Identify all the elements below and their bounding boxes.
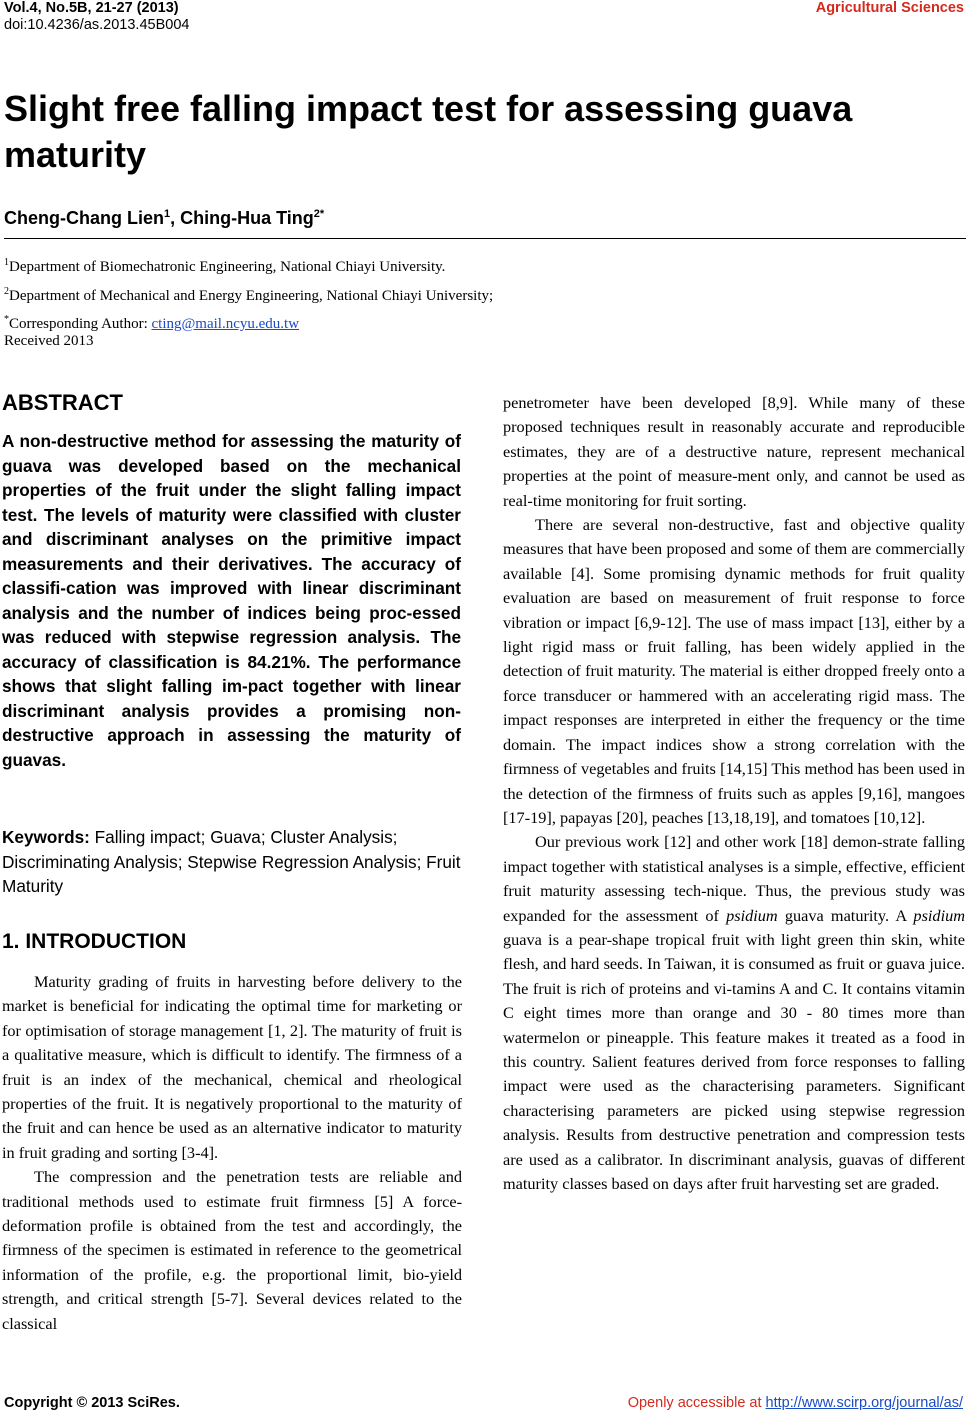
author-list bbox=[4, 208, 324, 229]
text-run: Our previous work [12] and other work [18] demon-strate falling impact together with statistical analyses is a simple, effective, efficient fruit maturity assessing tech-nique. Thus, the previous study was expanded for the assessment of bbox=[503, 832, 965, 925]
doi: doi:10.4236/as.2013.45B004 bbox=[4, 17, 190, 33]
author-separator: , bbox=[170, 208, 181, 228]
paragraph: penetrometer have been developed [8,9]. While many of these proposed techniques result in reasonably accurate and reproducible estimates, they are of a destructive nature, represent mechanical properties at the point of measure-ment only, and cannot be used as real-time monitoring for fruit sorting. bbox=[503, 393, 965, 510]
italic-term: psidium bbox=[726, 905, 778, 925]
paper-title: Slight free falling impact test for assessing guava maturity bbox=[4, 88, 853, 175]
affiliation-1 bbox=[4, 251, 493, 280]
paragraph: Maturity grading of fruits in harvesting before delivery to the market is beneficial for indicating the optimal time for marketing or for optimisation of storage management [1, 2]. The maturity of fruit is a qualitative measure, which is difficult to identify. The firmness of a fruit is an index of the mechanical, chemical and rheological properties of the fruit. It is negatively proportional to the maturity of the fruit and can hence be used as an alternative indicator to maturity in fruit grading and sorting [3-4]. bbox=[2, 972, 462, 1162]
affiliation-text: Department of Biomechatronic Engineering, National Chiayi University. bbox=[9, 259, 446, 275]
author-name: Cheng-Chang Lien bbox=[4, 208, 164, 228]
paragraph bbox=[503, 830, 965, 1196]
text-run: guava maturity. A bbox=[777, 905, 914, 925]
affiliation-text: Department of Mechanical and Energy Engineering, National Chiayi University; bbox=[9, 287, 494, 304]
affiliation-2 bbox=[4, 280, 493, 309]
italic-term: psidium bbox=[913, 905, 965, 925]
received-date: Received 2013 bbox=[4, 333, 94, 349]
corresponding-label: Corresponding Author: bbox=[9, 316, 152, 332]
author-affiliation-mark: 1 bbox=[164, 208, 171, 220]
author-divider bbox=[4, 238, 966, 239]
right-column-body bbox=[503, 391, 965, 1196]
keywords bbox=[2, 825, 464, 899]
abstract-text: A non-destructive method for assessing the maturity of guava was developed based on the mechanical properties of the fruit under the slight falling impact test. The levels of maturity were classified with cluster and discriminant analyses on the primitive impact measurements and their derivatives. The accuracy of classifi-cation was improved with linear discriminant analysis and the number of indices being proc-essed was reduced with stepwise regression analysis. The accuracy of classification is 84.21%. The performance shows that slight falling im-pact together with linear discriminant analysis provides a promising non-destructive approach in assessing the maturity of guavas. bbox=[2, 431, 461, 770]
left-column-body bbox=[2, 970, 462, 1336]
text-run: guava is a pear-shape tropical fruit with light green thin skin, white flesh, and hard seeds. In Taiwan, it is consumed as fruit or guava juice. The fruit is rich of proteins and vi-tamins A and C. It contains vitamin C eight times more than orange and 30 - 80 times more than watermelon or pineapple. This feature makes it treated as a food in this country. Salient features derived from force responses to falling impact were used as the characterising parameters. Significant characterising parameters are picked using stepwise regression analysis. Results from destructive penetration and compression tests are used as a calibrator. In discriminant analysis, guavas of different maturity classes based on days after fruit harvesting set are graded. bbox=[503, 929, 965, 1193]
journal-name: Agricultural Sciences bbox=[815, 0, 964, 16]
author-affiliation-mark: 2* bbox=[313, 208, 325, 220]
abstract-heading: ABSTRACT bbox=[2, 390, 123, 415]
journal-header bbox=[4, 0, 189, 34]
journal-url-link[interactable]: http://www.scirp.org/journal/as/ bbox=[765, 1395, 963, 1411]
open-access-label: Openly accessible at bbox=[627, 1395, 766, 1411]
copyright: Copyright © 2013 SciRes. bbox=[4, 1395, 180, 1411]
affiliation-mark: 1 bbox=[4, 257, 9, 268]
open-access-notice bbox=[628, 1395, 963, 1411]
paragraph: The compression and the penetration tests are reliable and traditional methods used to estimate fruit firmness [5] A force-deformation profile is obtained from the test and accordingly, the firmness of the specimen is estimated in reference to the geometrical information of the profile, e.g. the proportional limit, bio-yield strength, and critical strength [5-7]. Several devices related to the classical bbox=[2, 1167, 462, 1333]
paragraph: There are several non-destructive, fast and objective quality measures that have been proposed and some of them are commercially available [4]. Some promising dynamic methods for fruit quality evaluation are based on measurement of fruit response to force vibration or impact [6,9-12]. The use of mass impact [13], either by a light rigid mass or fruit falling, has been widely applied in the detection of fruit maturity. The material is either dropped freely onto a force transducer or hammered with an accelerating rigid mass. The impact responses are interpreted in either the frequency or the time domain. The impact indices show a strong correlation with the firmness of vegetables and fruits [14,15] This method has been used in the detection of the firmness of fruits such as apples [9,16], mangoes [17-19], papayas [20], peaches [13,18,19], and tomatoes [10,12]. bbox=[503, 515, 965, 827]
affiliation-mark: 2 bbox=[4, 285, 9, 297]
section-heading-introduction: 1. INTRODUCTION bbox=[2, 930, 187, 953]
keywords-label: Keywords: bbox=[2, 827, 90, 847]
keywords-text: Falling impact; Guava; Cluster Analysis; Discriminating Analysis; Stepwise Regression Analysis; Fruit Maturity bbox=[2, 827, 461, 896]
corresponding-mark: * bbox=[4, 314, 9, 325]
corresponding-email-link[interactable]: cting@mail.ncyu.edu.tw bbox=[151, 316, 300, 332]
affiliations bbox=[4, 251, 493, 337]
volume-info: Vol.4, No.5B, 21-27 (2013) bbox=[4, 0, 179, 16]
author-name: Ching-Hua Ting bbox=[180, 208, 314, 228]
